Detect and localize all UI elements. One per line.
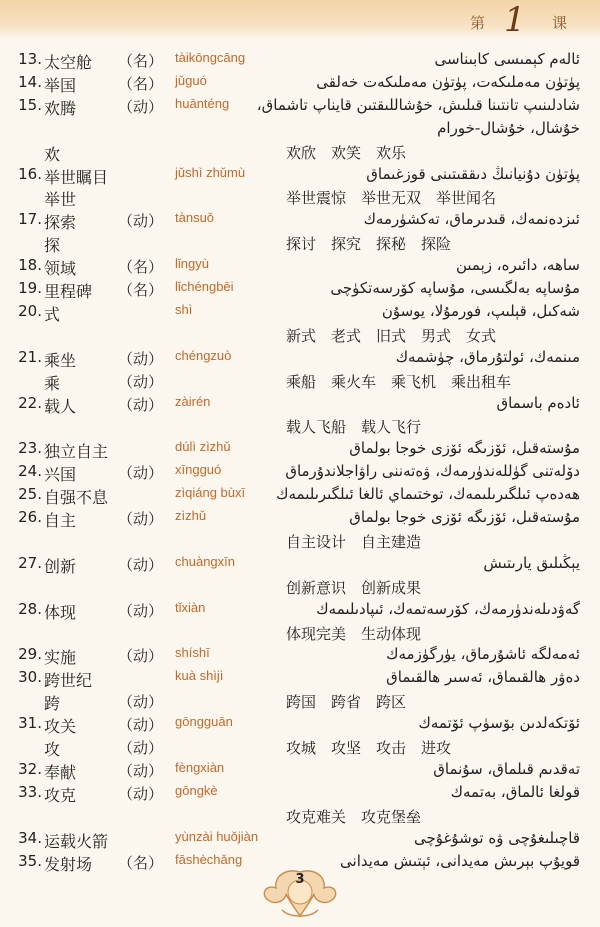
vocab-entry — [0, 279, 600, 303]
entry-part-of-speech: （动） — [118, 212, 164, 231]
entry-examples: 探讨 探究 探秘 探险 — [286, 235, 452, 254]
entry-word: 自主 — [44, 511, 77, 530]
vocab-entry — [0, 714, 600, 738]
entry-pinyin: shì — [175, 301, 193, 317]
entry-number: 14. — [18, 72, 42, 91]
entry-pinyin: xīngguó — [175, 462, 222, 478]
vocab-entry — [0, 96, 600, 120]
entry-pinyin: chuàngxīn — [175, 553, 235, 569]
entry-uyghur-definition: پۈتۈن دۇنيانىڭ دىققىتىنى قوزغىماق — [366, 164, 580, 183]
entry-examples: 攻克难关 攻克堡垒 — [286, 807, 422, 826]
entry-part-of-speech: （名） — [118, 52, 164, 70]
entry-word: 运载火箭 — [44, 831, 109, 851]
entry-examples: 载人飞船 载人飞行 — [286, 418, 422, 437]
entry-word: 欢 — [44, 144, 61, 164]
entry-part-of-speech: （动） — [118, 555, 164, 574]
entry-number: 35. — [18, 851, 42, 870]
entry-examples: 攻城 攻坚 攻击 进攻 — [286, 739, 452, 757]
entry-part-of-speech: （动） — [118, 761, 164, 780]
vocab-entry — [0, 783, 600, 807]
entry-word: 发射场 — [44, 854, 93, 874]
header-lesson-prefix: 第 — [470, 14, 486, 32]
vocab-entry — [0, 508, 600, 532]
entry-part-of-speech: （动） — [118, 510, 164, 528]
vocab-entry — [0, 348, 600, 372]
vocab-entry — [0, 371, 600, 395]
header-lesson-number: 1 — [504, 0, 526, 40]
entry-examples: 新式 老式 旧式 男式 女式 — [286, 326, 497, 345]
entry-word: 跨世纪 — [44, 671, 93, 691]
entry-uyghur-definition: گەۋدىلەندۈرمەك، كۆرسەتمەك، ئىپادىلىمەك — [316, 599, 580, 618]
vocab-entry — [0, 623, 600, 647]
entry-examples: 欢欣 欢笑 欢乐 — [286, 143, 407, 162]
entry-uyghur-definition: مىنمەك، ئولتۇرماق، چۈشمەك — [395, 347, 580, 366]
entry-part-of-speech: （动） — [118, 372, 164, 391]
entry-word: 欢腾 — [44, 98, 77, 118]
entry-pinyin: huānténg — [175, 95, 230, 111]
entry-word: 实施 — [44, 648, 77, 668]
entry-uyghur-definition: ئالەم كېمىسى كابىناسى — [434, 50, 580, 68]
entry-word: 探索 — [44, 213, 77, 233]
entry-number: 26. — [18, 508, 42, 526]
vocab-entry — [0, 119, 600, 143]
entry-number: 21. — [18, 347, 42, 366]
entry-uyghur-definition: يېڭىلىق يارىتىش — [483, 553, 580, 572]
entry-number: 18. — [18, 256, 42, 275]
vocab-entry — [0, 760, 600, 784]
entry-examples: 乘船 乘火车 乘飞机 乘出租车 — [286, 372, 512, 391]
entry-number: 13. — [18, 50, 42, 68]
entry-number: 28. — [18, 599, 42, 618]
entry-uyghur-definition: ئىزدەنمەك، قىدىرماق، تەكشۈرمەك — [363, 210, 580, 229]
vocab-entry — [0, 416, 600, 440]
entry-pinyin: jǔshì zhǔmù — [175, 164, 246, 180]
entry-uyghur-definition: دەۋر ھالقىماق، ئەسىر ھالقىماق — [386, 668, 580, 687]
page-number: 3 — [295, 872, 305, 887]
entry-word: 乘坐 — [44, 350, 77, 370]
entry-uyghur-definition: ئۆتكەلدىن بۆسۈپ ئۆتمەك — [418, 714, 580, 733]
entry-pinyin: gōngkè — [175, 782, 218, 798]
entry-pinyin: zìqiáng bùxī — [175, 485, 246, 501]
vocab-entry — [0, 233, 600, 257]
entry-pinyin: tǐxiàn — [175, 599, 206, 615]
vocab-entry — [0, 737, 600, 761]
entry-uyghur-definition: قاچىلىغۇچى ۋە توشۇغۇچى — [413, 828, 580, 847]
entry-number: 16. — [18, 164, 42, 183]
entry-uyghur-definition: ئادەم باسماق — [496, 393, 580, 412]
entry-uyghur-definition: خۇشال، خۇشال-خورام — [437, 118, 580, 137]
entry-examples: 举世震惊 举世无双 举世闻名 — [286, 189, 497, 208]
vocab-entry — [0, 73, 600, 97]
entry-pinyin: lǐngyù — [175, 256, 209, 272]
entry-uyghur-definition: دۆلەتنى گۈللەندۈرمەك، ۋەتەننى راۋاجلاندۇرماق — [285, 462, 580, 481]
entry-pinyin: lǐchéngbēi — [175, 279, 234, 294]
entry-part-of-speech: （动） — [118, 395, 164, 414]
entry-pinyin: kuà shìjì — [175, 668, 224, 684]
entry-word: 举世 — [44, 190, 77, 210]
entry-number: 25. — [18, 485, 42, 504]
entry-uyghur-definition: ھەدەپ ئىلگىرىلىمەك، توختىماي ئالغا ئىلگىرىلىمەك — [276, 485, 580, 504]
entry-uyghur-definition: مۇساپە بەلگىسى، مۇساپە كۆرسەتكۈچى — [330, 279, 580, 297]
entry-part-of-speech: （动） — [118, 349, 164, 368]
entry-number: 23. — [18, 439, 42, 458]
entry-part-of-speech: （动） — [118, 784, 164, 803]
vocab-entry — [0, 187, 600, 211]
entry-uyghur-definition: مۇستەقىل، ئۆزىگە ئۆزى خوجا بولماق — [349, 508, 580, 526]
entry-word: 体现 — [44, 602, 77, 622]
entry-part-of-speech: （名） — [118, 853, 164, 872]
entry-number: 30. — [18, 668, 42, 687]
entry-word: 领域 — [44, 259, 77, 279]
entry-uyghur-definition: قويۇپ بېرىش مەيدانى، ئېتىش مەيدانى — [340, 851, 580, 870]
entry-word: 探 — [44, 236, 61, 256]
entry-part-of-speech: （动） — [118, 716, 164, 735]
entry-examples: 体现完美 生动体现 — [286, 624, 422, 643]
header-lesson-suffix: 课 — [552, 14, 568, 32]
vocab-entry — [0, 645, 600, 669]
entry-word: 创新 — [44, 556, 77, 576]
vocab-entry — [0, 325, 600, 349]
entry-pinyin: tànsuǒ — [175, 210, 215, 226]
entry-number: 32. — [18, 759, 42, 778]
entry-pinyin: fèngxiàn — [175, 759, 225, 775]
entry-word: 里程碑 — [44, 282, 93, 301]
entry-number: 17. — [18, 210, 42, 229]
entry-pinyin: dúlì zìzhǔ — [175, 439, 231, 455]
entry-word: 攻 — [44, 740, 61, 759]
entry-number: 34. — [18, 828, 42, 847]
entry-number: 33. — [18, 782, 42, 801]
entry-examples: 跨国 跨省 跨区 — [286, 693, 407, 712]
entry-number: 22. — [18, 393, 42, 412]
entry-part-of-speech: （动） — [118, 97, 164, 116]
entry-number: 15. — [18, 95, 42, 114]
entry-number: 24. — [18, 462, 42, 481]
entry-word: 兴国 — [44, 465, 77, 485]
entry-part-of-speech: （名） — [118, 281, 164, 299]
vocab-entry — [0, 531, 600, 555]
vocab-entry — [0, 50, 600, 74]
entry-part-of-speech: （动） — [118, 739, 164, 757]
entry-uyghur-definition: شەكىل، قېلىپ، فورمۇلا، يوسۇن — [381, 301, 580, 320]
vocab-entry — [0, 829, 600, 853]
entry-pinyin: chéngzuò — [175, 347, 232, 363]
entry-examples: 自主设计 自主建造 — [286, 532, 422, 551]
entry-pinyin: zàirén — [175, 393, 211, 409]
entry-pinyin: gōngguān — [175, 714, 233, 730]
entry-word: 举世瞩目 — [44, 167, 109, 187]
vocab-entry — [0, 394, 600, 418]
entry-part-of-speech: （动） — [118, 464, 164, 483]
vocab-entry — [0, 485, 600, 509]
vocab-entry — [0, 554, 600, 578]
entry-number: 29. — [18, 645, 42, 664]
entry-number: 31. — [18, 714, 42, 733]
entry-word: 乘 — [44, 373, 61, 393]
vocab-entry — [0, 210, 600, 234]
entry-word: 太空舱 — [44, 53, 93, 72]
entry-number: 27. — [18, 553, 42, 572]
entry-examples: 创新意识 创新成果 — [286, 578, 422, 597]
entry-part-of-speech: （动） — [118, 647, 164, 666]
entry-part-of-speech: （名） — [118, 74, 164, 93]
vocab-entry — [0, 462, 600, 486]
entry-pinyin: yùnzài huǒjiàn — [175, 828, 259, 844]
entry-pinyin: tàikōngcāng — [175, 50, 246, 65]
entry-word: 载人 — [44, 396, 77, 416]
entry-word: 奉献 — [44, 762, 77, 782]
entry-pinyin: jǔguó — [175, 72, 207, 88]
entry-pinyin: shíshī — [175, 645, 210, 661]
entry-word: 独立自主 — [44, 442, 109, 462]
vocab-entry — [0, 668, 600, 692]
entry-uyghur-definition: ساھە، دائىرە، زېمىن — [455, 256, 580, 275]
vocab-entry — [0, 302, 600, 326]
entry-uyghur-definition: تەقدىم قىلماق، سۇنماق — [433, 759, 580, 778]
entry-word: 举国 — [44, 75, 77, 95]
vocab-entry — [0, 142, 600, 166]
vocab-entry — [0, 600, 600, 624]
entry-word: 自强不息 — [44, 488, 109, 508]
entry-number: 19. — [18, 279, 42, 297]
entry-uyghur-definition: مۇستەقىل، ئۆزىگە ئۆزى خوجا بولماق — [349, 439, 580, 458]
vocab-entry — [0, 806, 600, 830]
vocab-entry — [0, 165, 600, 189]
entry-word: 跨 — [44, 694, 61, 714]
vocab-entry — [0, 691, 600, 715]
entry-word: 攻克 — [44, 785, 77, 805]
entry-number: 20. — [18, 301, 42, 320]
entry-part-of-speech: （动） — [118, 601, 164, 620]
entry-word: 式 — [44, 304, 61, 324]
entry-uyghur-definition: قولغا ئالماق، بەتمەك — [450, 782, 580, 801]
entry-pinyin: zìzhǔ — [175, 508, 207, 523]
entry-pinyin: fāshèchǎng — [175, 851, 243, 867]
vocab-entry — [0, 577, 600, 601]
entry-uyghur-definition: شادلىنىپ تانتىنا قىلىش، خۇشاللىقتىن قايناپ تاشماق، — [256, 95, 580, 114]
entry-uyghur-definition: پۈتۈن مەملىكەت، پۈتۈن مەملىكەت خەلقى — [316, 72, 580, 91]
entry-part-of-speech: （动） — [118, 693, 164, 712]
vocab-entry — [0, 256, 600, 280]
entry-word: 攻关 — [44, 717, 77, 737]
entry-part-of-speech: （名） — [118, 258, 164, 277]
entry-uyghur-definition: ئەمەلگە ئاشۇرماق، يۈرگۈزمەك — [386, 645, 580, 664]
vocab-entry — [0, 439, 600, 463]
